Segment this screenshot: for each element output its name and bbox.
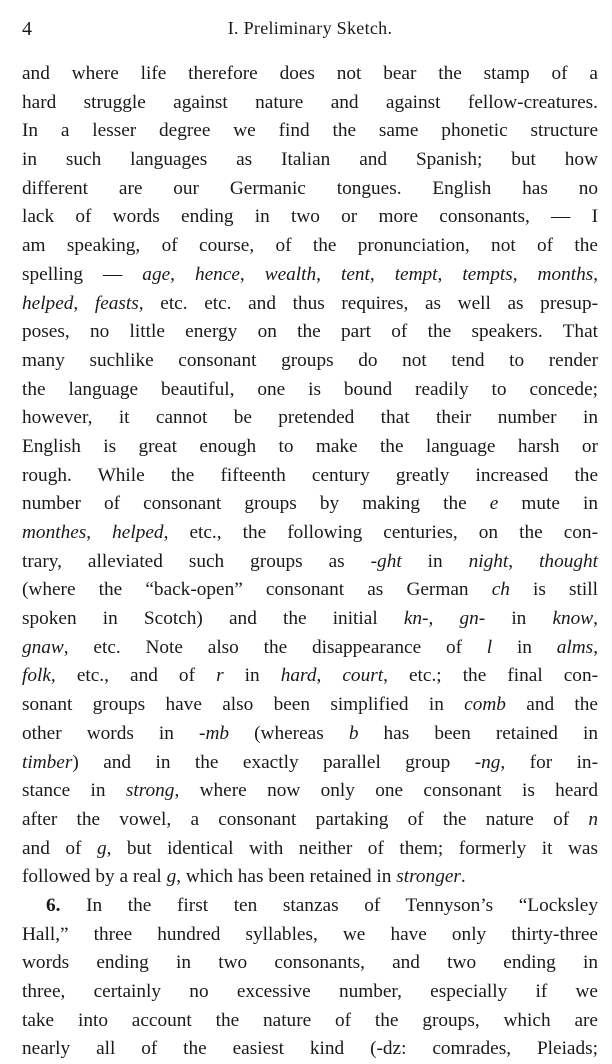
text-run: take into account the nature of the groups, which are — [22, 1009, 598, 1031]
italic-term: g — [166, 866, 177, 888]
text-run: , but identical with neither of them; formerly it was — [106, 837, 598, 859]
text-line — [22, 634, 598, 663]
text-line — [22, 232, 598, 261]
italic-term: folk — [22, 665, 51, 687]
text-run: poses, no little energy on the part of the speakers. That — [22, 321, 598, 343]
italic-term: hence — [194, 263, 240, 285]
text-run: many suchlike consonant groups do not tend to render — [22, 349, 598, 371]
text-run: . — [460, 866, 466, 888]
text-run: , etc. etc. and thus requires, as well as presup- — [138, 292, 598, 314]
text-line — [22, 117, 598, 146]
text-run: words ending in two consonants, and two ending in — [22, 952, 598, 974]
text-run: English is great enough to make the language harsh or — [22, 435, 598, 457]
text-run: other words in — [22, 722, 200, 744]
text-line — [22, 146, 598, 175]
italic-term: tent — [340, 263, 370, 285]
italic-term: b — [348, 722, 359, 744]
text-run: stance in — [22, 780, 126, 802]
text-line — [22, 89, 598, 118]
section-number: 6. — [46, 894, 61, 916]
text-line — [22, 835, 598, 864]
body-text — [22, 60, 598, 1064]
text-line — [22, 921, 598, 950]
text-run: in — [223, 665, 281, 687]
text-line — [22, 203, 598, 232]
text-line — [22, 548, 598, 577]
italic-term: kn- — [403, 608, 429, 630]
text-run: In the first ten stanzas of Tennyson’s “Locksley — [60, 894, 598, 916]
text-run: , etc.; the final con- — [383, 665, 599, 687]
italic-term: -mb — [199, 722, 230, 744]
text-run: , etc., and of — [50, 665, 217, 687]
text-line — [22, 863, 598, 892]
text-run: the language beautiful, one is bound readily to concede; — [22, 378, 598, 400]
text-run: rough. While the fifteenth century greatly increased the — [22, 464, 598, 486]
text-run: however, it cannot be pretended that their number in — [22, 407, 598, 429]
text-run: , where now only one consonant is heard — [174, 780, 598, 802]
text-run: mute in — [498, 493, 598, 515]
text-run: , — [86, 522, 113, 543]
text-run: , — [239, 263, 265, 285]
text-run: hard struggle against nature and against fellow-creatures. — [22, 91, 598, 113]
italic-term: stronger — [396, 866, 461, 888]
italic-term: gnaw — [22, 636, 64, 658]
text-line — [22, 376, 598, 405]
page-header — [22, 14, 598, 44]
text-run: , — [593, 636, 599, 658]
text-line — [22, 1035, 598, 1064]
text-run: , — [593, 608, 598, 630]
text-run: three, certainly no excessive number, especially if we — [22, 981, 598, 1002]
text-run: , etc. Note also the disappearance of — [63, 636, 487, 658]
text-run: sonant groups have also been simplified in — [22, 694, 465, 716]
text-run: (whereas — [229, 722, 349, 744]
italic-term: -ng — [474, 751, 501, 773]
text-line — [22, 175, 598, 204]
italic-term: ch — [491, 579, 510, 601]
italic-term: monthes — [22, 522, 87, 543]
italic-term: age — [142, 263, 171, 285]
text-line — [22, 662, 598, 691]
italic-term: court — [342, 665, 384, 687]
text-line — [22, 433, 598, 462]
italic-term: helped — [22, 292, 74, 314]
text-run: , — [73, 292, 95, 314]
italic-term: tempts — [462, 263, 513, 285]
text-line — [22, 978, 598, 1007]
italic-term: n — [588, 808, 598, 830]
text-run: in — [492, 636, 557, 658]
text-line — [22, 691, 598, 720]
text-line — [22, 347, 598, 376]
text-run: spelling — — [22, 263, 143, 285]
italic-term: thought — [539, 550, 598, 572]
italic-term: know — [552, 608, 594, 630]
running-title: I. Preliminary Sketch. — [227, 18, 393, 38]
italic-term: -ght — [370, 550, 402, 572]
text-run: , — [512, 263, 538, 285]
text-run: spoken in Scotch) and the initial — [22, 608, 404, 630]
text-run: lack of words ending in two or more consonants, — I — [22, 206, 598, 228]
italic-term: l — [486, 636, 493, 658]
text-run: , etc., the following centuries, on the con- — [163, 522, 598, 543]
text-line — [22, 749, 598, 778]
text-run: , — [508, 550, 540, 572]
text-run: in — [485, 608, 553, 630]
text-run: trary, alleviated such groups as — [22, 550, 371, 572]
text-line — [22, 605, 598, 634]
italic-term: helped — [112, 522, 164, 543]
italic-term: feasts — [94, 292, 139, 314]
italic-term: hard — [280, 665, 317, 687]
text-run: nearly all of the easiest kind (-dz: comrades, Pleiads; — [22, 1038, 598, 1060]
text-line — [22, 404, 598, 433]
text-run: Hall,” three hundred syllables, we have only thirty-three — [22, 923, 598, 945]
text-line — [22, 1007, 598, 1036]
text-line — [22, 318, 598, 347]
text-run: , — [369, 263, 395, 285]
text-run: is still — [509, 579, 598, 601]
text-line — [22, 462, 598, 491]
italic-term: r — [216, 665, 224, 687]
text-run: in such languages as Italian and Spanish; but how — [22, 149, 598, 171]
text-line — [22, 490, 598, 519]
text-run: has been retained in — [358, 722, 599, 744]
text-run: and the — [505, 694, 598, 716]
text-run: , which has been retained in — [176, 866, 397, 888]
text-run: am speaking, of course, of the pronunciation, not of the — [22, 235, 598, 257]
text-run: , — [170, 263, 195, 285]
text-line — [22, 720, 598, 749]
text-line — [22, 892, 598, 921]
text-run: followed by a real — [22, 866, 167, 888]
italic-term: alms — [556, 636, 594, 658]
text-run: , — [593, 263, 599, 285]
italic-term: wealth — [264, 263, 317, 285]
text-run: ) and in the exactly parallel group — [72, 751, 475, 773]
text-run: , — [316, 665, 343, 687]
text-run: and of — [22, 837, 97, 859]
text-run: after the vowel, a consonant partaking of the nature of — [22, 808, 589, 830]
text-line — [22, 777, 598, 806]
text-line — [22, 290, 598, 319]
text-run: In a lesser degree we find the same phonetic structure — [22, 120, 598, 142]
italic-term: timber — [22, 751, 73, 773]
text-run: (where the “back-open” consonant as German — [22, 579, 492, 601]
text-line — [22, 519, 598, 548]
italic-term: gn- — [459, 608, 486, 630]
text-line — [22, 576, 598, 605]
italic-term: g — [96, 837, 107, 859]
page-number: 4 — [22, 18, 32, 40]
italic-term: months — [537, 263, 594, 285]
italic-term: tempt — [394, 263, 438, 285]
text-run: in — [401, 550, 469, 572]
italic-term: night — [468, 550, 509, 572]
text-run: , — [428, 608, 460, 630]
italic-term: e — [489, 493, 499, 515]
text-line — [22, 261, 598, 290]
text-run: , — [316, 263, 341, 285]
text-run: and where life therefore does not bear the stamp of a — [22, 63, 598, 84]
italic-term: comb — [464, 694, 506, 716]
text-run: number of consonant groups by making the — [22, 493, 490, 515]
text-line — [22, 60, 598, 89]
italic-term: strong — [125, 780, 175, 802]
text-run: , for in- — [500, 751, 598, 773]
text-line — [22, 806, 598, 835]
text-run: different are our Germanic tongues. English has no — [22, 177, 598, 199]
text-run: , — [437, 263, 463, 285]
text-line — [22, 949, 598, 978]
